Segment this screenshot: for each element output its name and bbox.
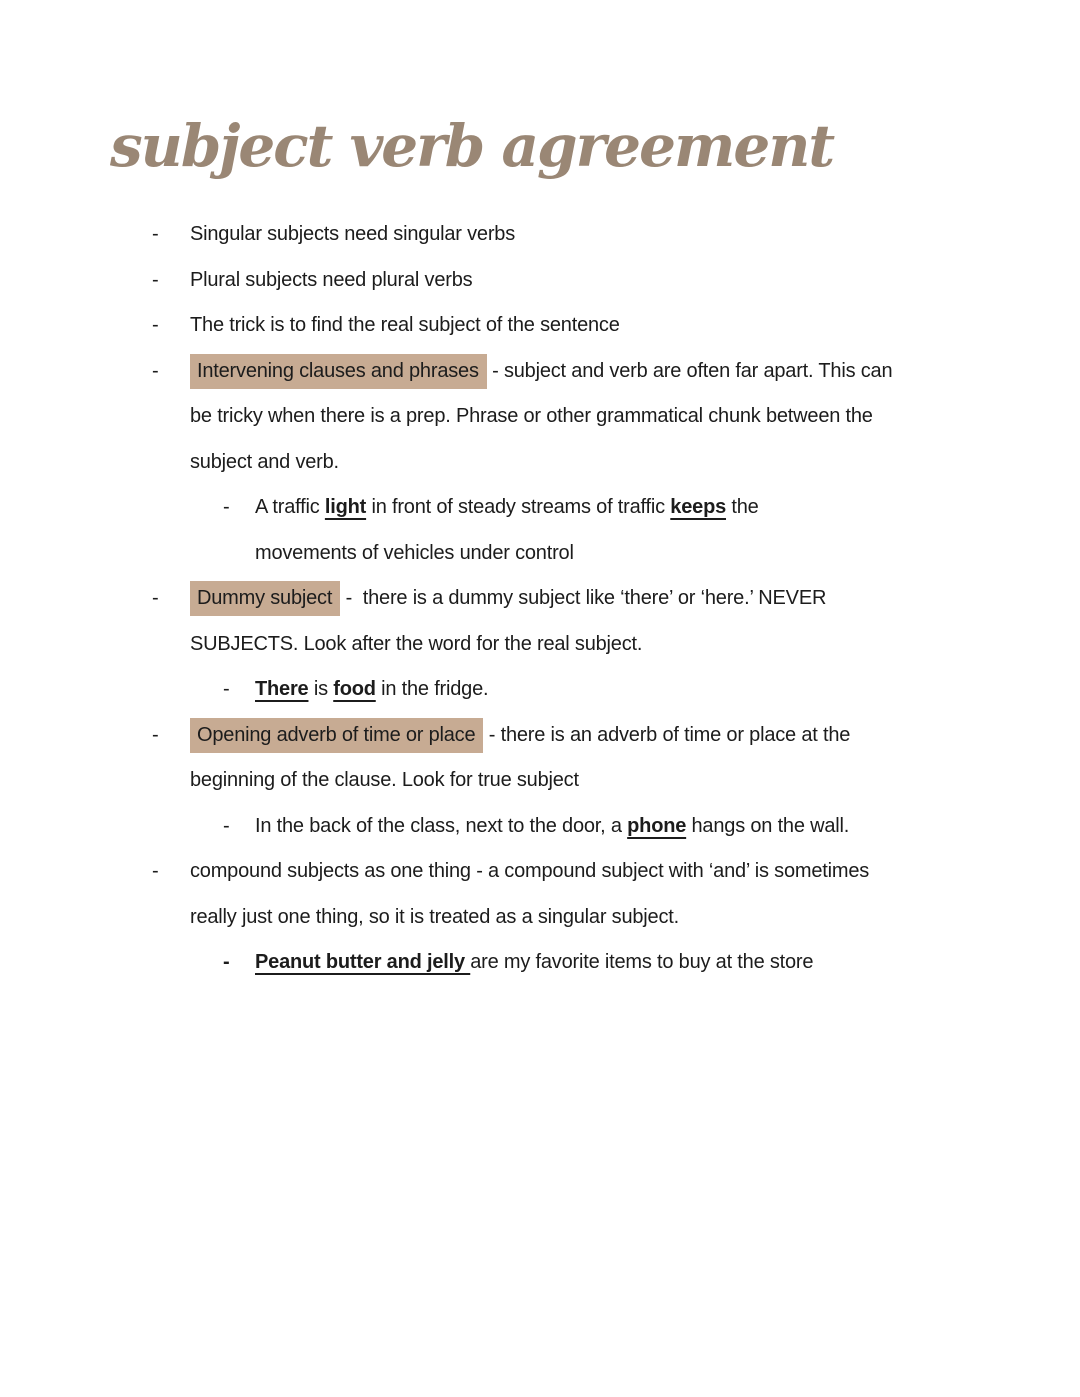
- note-line: [152, 576, 892, 622]
- note-line: [223, 667, 892, 713]
- bullet-dash: -: [223, 951, 230, 974]
- text-segment: are my favorite items to buy at the store: [470, 951, 814, 974]
- text-segment: is: [308, 678, 334, 701]
- note-line: [223, 531, 892, 577]
- note-line: [152, 849, 892, 895]
- key-word: light: [324, 496, 367, 519]
- text-segment: subject and verb.: [190, 450, 339, 473]
- key-word: There: [255, 678, 309, 701]
- note-line: [223, 940, 892, 986]
- bullet-dash: -: [152, 587, 159, 610]
- text-segment: Plural subjects need plural verbs: [190, 268, 473, 291]
- bullet-dash: -: [152, 314, 159, 337]
- text-segment: A traffic: [255, 496, 325, 519]
- text-segment: movements of vehicles under control: [255, 541, 574, 564]
- note-line: [152, 440, 892, 486]
- text-segment: really just one thing, so it is treated as a singular subject.: [190, 905, 679, 928]
- text-segment: In the back of the class, next to the door, a: [255, 814, 628, 837]
- text-segment: The trick is to find the real subject of the sentence: [190, 314, 620, 337]
- bullet-dash: -: [223, 678, 230, 701]
- bullet-dash: -: [223, 496, 230, 519]
- bullet-dash: -: [152, 723, 159, 746]
- highlighted-term: Opening adverb of time or place: [190, 718, 483, 753]
- key-word: food: [333, 678, 376, 701]
- highlighted-term: Dummy subject: [190, 581, 340, 616]
- text-segment: in front of steady streams of traffic: [366, 496, 671, 519]
- text-segment: SUBJECTS. Look after the word for the real subject.: [190, 632, 643, 655]
- text-segment: hangs on the wall.: [686, 814, 850, 837]
- note-line: [152, 349, 892, 395]
- key-word: phone: [627, 814, 687, 837]
- text-segment: Singular subjects need singular verbs: [190, 223, 516, 246]
- key-word: Peanut butter and jelly: [255, 951, 471, 974]
- note-line: [152, 895, 892, 941]
- bullet-dash: -: [152, 860, 159, 883]
- bullet-dash: -: [152, 359, 159, 382]
- note-line: [152, 258, 892, 304]
- text-segment: the: [726, 496, 759, 519]
- bullet-dash: -: [223, 814, 230, 837]
- text-segment: in the fridge.: [375, 678, 489, 701]
- bullet-dash: -: [152, 268, 159, 291]
- note-line: [223, 804, 892, 850]
- note-line: [152, 758, 892, 804]
- highlighted-term: Intervening clauses and phrases: [190, 354, 487, 389]
- note-line: [152, 713, 892, 759]
- text-segment: compound subjects as one thing - a compound subject with ‘and’ is sometimes: [190, 860, 870, 883]
- text-segment: - subject and verb are often far apart. This can: [486, 359, 893, 382]
- note-line: [152, 622, 892, 668]
- note-line: [152, 303, 892, 349]
- page-title: subject verb agreement: [110, 112, 834, 180]
- text-segment: beginning of the clause. Look for true subject: [190, 769, 579, 792]
- note-line: [152, 212, 892, 258]
- note-line: [223, 485, 892, 531]
- bullet-dash: -: [152, 223, 159, 246]
- note-line: [152, 394, 892, 440]
- text-segment: - there is a dummy subject like ‘there’ or ‘here.’ NEVER: [340, 587, 827, 610]
- notes-lines: [152, 212, 892, 986]
- key-word: keeps: [670, 496, 727, 519]
- text-segment: - there is an adverb of time or place at the: [483, 723, 851, 746]
- text-segment: be tricky when there is a prep. Phrase or other grammatical chunk between the: [190, 405, 873, 428]
